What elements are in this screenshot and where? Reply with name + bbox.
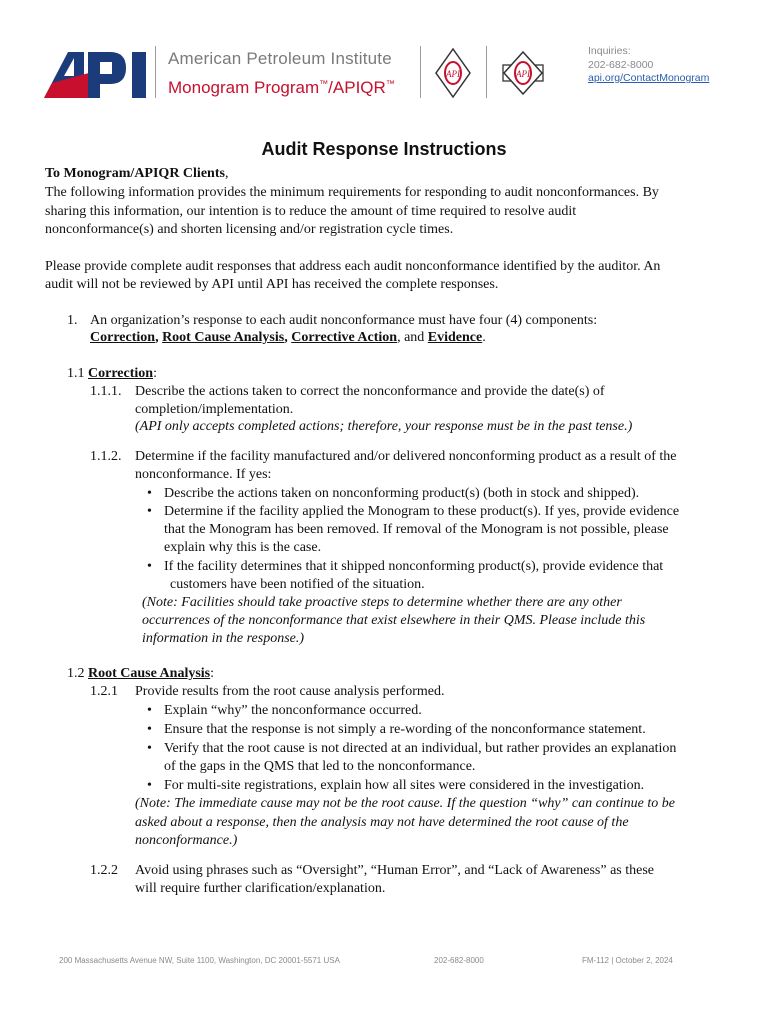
- intro-line: sharing this information, our intention is to reduce the amount of time required to resolve audit: [45, 204, 577, 219]
- note-line: nonconformance.): [135, 833, 238, 848]
- bullet-line: explain why this is the case.: [164, 540, 322, 555]
- org-name: American Petroleum Institute: [168, 49, 392, 68]
- item-number: 1.: [67, 313, 78, 328]
- intro-line: nonconformance(s) and shorten licensing and/or registration cycle times.: [45, 222, 454, 237]
- subitem-number: 1.2.2: [90, 863, 118, 878]
- note-line: (Note: Facilities should take proactive steps to determine whether there are any other: [142, 595, 622, 610]
- inquiries-label: Inquiries:: [588, 45, 631, 57]
- salutation: To Monogram/APIQR Clients,: [45, 166, 229, 181]
- subitem-number: 1.1.1.: [90, 384, 122, 399]
- monogram-seal-icon: [434, 47, 472, 99]
- bullet-item: • Verify that the root cause is not directed at an individual, but rather provides an explanation: [147, 741, 677, 756]
- intro2-line: Please provide complete audit responses that address each audit nonconformance identified by the auditor. An: [45, 259, 661, 274]
- apiqr-seal-icon: [500, 50, 546, 96]
- section-heading: 1.1 Correction:: [67, 366, 157, 381]
- footer-form-id: FM-112 | October 2, 2024: [582, 956, 673, 965]
- page-title: Audit Response Instructions: [261, 139, 507, 159]
- subitem-line: nonconformance. If yes:: [135, 467, 272, 482]
- subitem-note: (API only accepts completed actions; therefore, your response must be in the past tense.): [135, 419, 633, 434]
- bullet-line: that the Monogram has been removed. If removal of the Monogram is not possible, please: [164, 522, 669, 537]
- note-line: asked about a response, then the analysis may not have determined the root cause of the: [135, 815, 629, 830]
- note-line: information in the response.): [142, 631, 305, 646]
- note-line: (Note: The immediate cause may not be the root cause. If the question “why” can continue to be: [135, 796, 675, 811]
- subitem-line: Avoid using phrases such as “Oversight”, “Human Error”, and “Lack of Awareness” as these: [135, 863, 655, 878]
- components-list: Correction, Root Cause Analysis, Corrective Action, and Evidence.: [90, 330, 486, 345]
- intro2-line: audit will not be reviewed by API until API has received the complete responses.: [45, 277, 499, 292]
- program-name: Monogram Program™/APIQR™: [168, 78, 395, 97]
- subitem-number: 1.2.1: [90, 684, 118, 699]
- bullet-item: • For multi-site registrations, explain how all sites were considered in the investigation.: [147, 778, 645, 793]
- header-divider: [155, 46, 156, 98]
- intro-line: The following information provides the minimum requirements for responding to audit nonconformances. By: [45, 185, 659, 200]
- bullet-line: of the gaps in the QMS that led to the nonconformance.: [164, 759, 476, 774]
- footer-address: 200 Massachusetts Avenue NW, Suite 1100, Washington, DC 20001-5571 USA: [59, 956, 340, 965]
- subitem-line: completion/implementation.: [135, 402, 294, 417]
- subitem-line: Provide results from the root cause analysis performed.: [135, 684, 445, 699]
- bullet-item: • Ensure that the response is not simply a re-wording of the nonconformance statement.: [147, 722, 646, 737]
- section-heading: 1.2 Root Cause Analysis:: [67, 666, 215, 681]
- bullet-item: • Determine if the facility applied the Monogram to these product(s). If yes, provide evidence: [147, 504, 680, 519]
- note-line: occurrences of the nonconformance that exist elsewhere in their QMS. Please include this: [142, 613, 646, 628]
- svg-text:API: API: [446, 69, 460, 79]
- subitem-line: Describe the actions taken to correct the nonconformance and provide the date(s) of: [135, 384, 605, 399]
- inquiries-phone: 202-682-8000: [588, 58, 654, 71]
- header-divider: [486, 46, 487, 98]
- subitem-line: will require further clarification/explanation.: [135, 881, 386, 896]
- header-divider: [420, 46, 421, 98]
- subitem-number: 1.1.2.: [90, 449, 122, 464]
- item-text: An organization’s response to each audit nonconformance must have four (4) components:: [90, 313, 598, 328]
- footer-phone: 202-682-8000: [434, 956, 484, 965]
- bullet-item: • Describe the actions taken on nonconforming product(s) (both in stock and shipped).: [147, 486, 640, 501]
- bullet-line: customers have been notified of the situation.: [170, 577, 425, 592]
- bullet-item: • If the facility determines that it shipped nonconforming product(s), provide evidence that: [147, 559, 664, 574]
- contact-link[interactable]: api.org/ContactMonogram: [588, 72, 710, 84]
- subitem-line: Determine if the facility manufactured and/or delivered nonconforming product as a result of the: [135, 449, 677, 464]
- svg-text:API: API: [516, 69, 530, 79]
- inquiries-block: [588, 45, 709, 86]
- bullet-item: • Explain “why” the nonconformance occurred.: [147, 703, 422, 718]
- api-logo: [44, 46, 152, 100]
